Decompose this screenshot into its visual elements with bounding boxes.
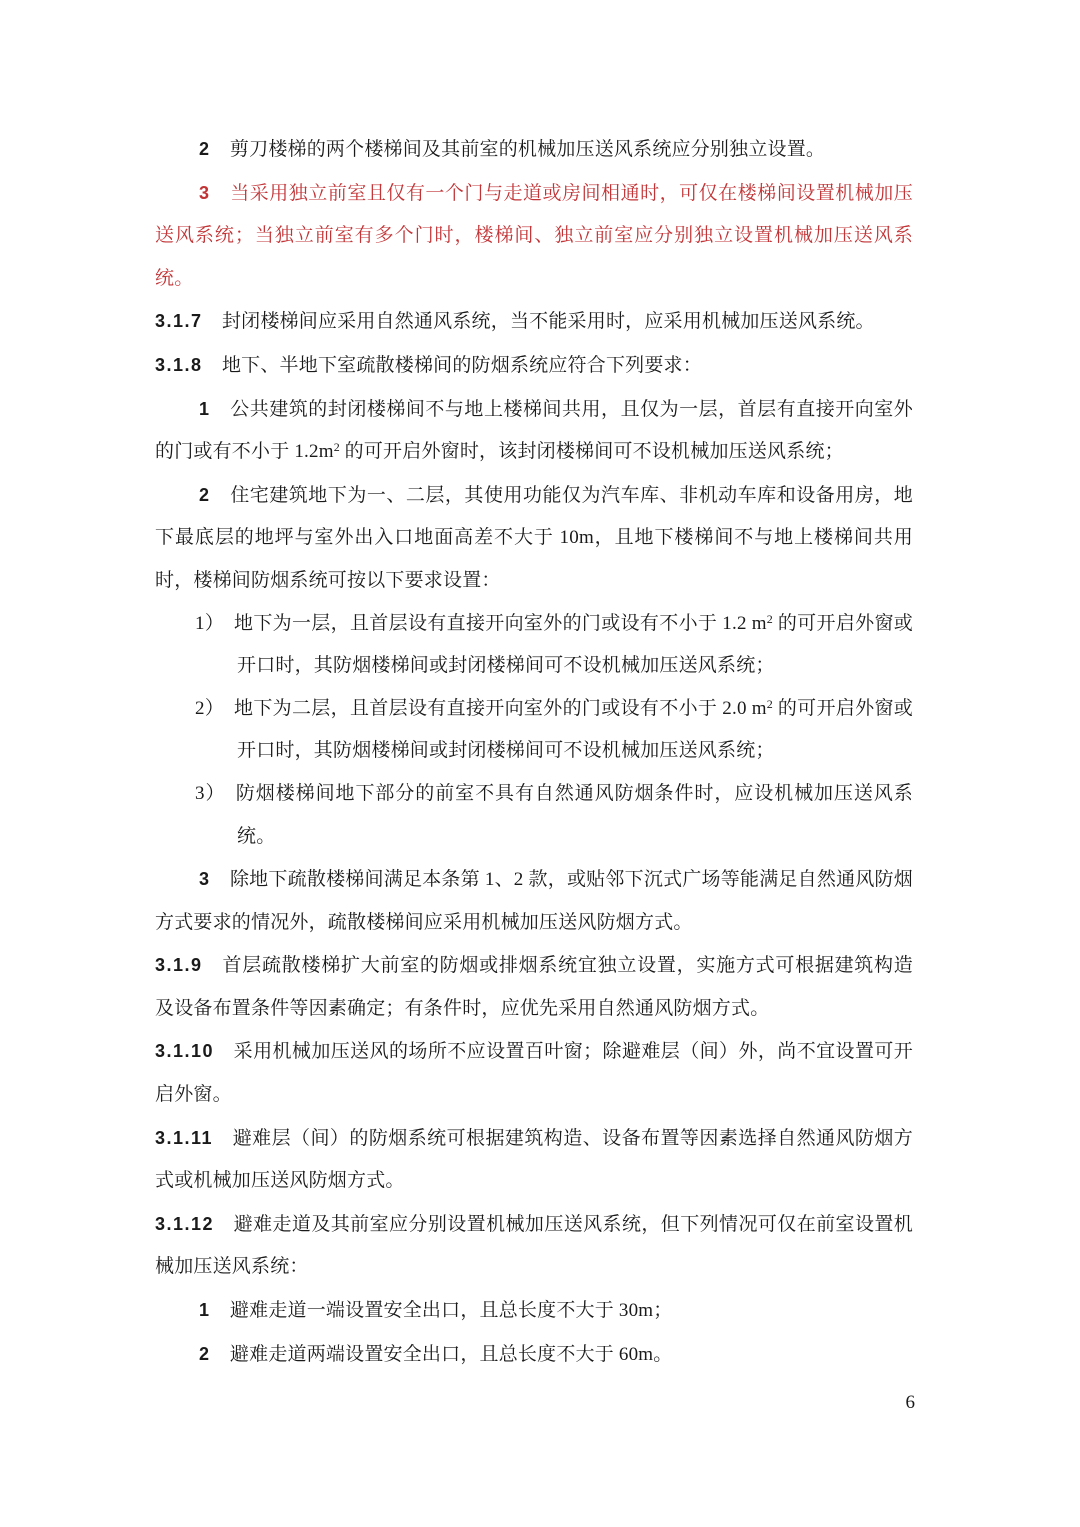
clause-text: 避难走道及其前室应分别设置机械加压送风系统，但下列情况可仅在前室设置机械加压送风系统：	[155, 1213, 913, 1278]
clause-text: 除地下疏散楼梯间满足本条第 1、2 款，或贴邻下沉式广场等能满足自然通风防烟方式要求的情况外，疏散楼梯间应采用机械加压送风防烟方式。	[155, 869, 913, 933]
clause-text: 地下、半地下室疏散楼梯间的防烟系统应符合下列要求：	[202, 354, 702, 376]
paragraph-7	[155, 603, 913, 688]
paragraph-14	[155, 1203, 913, 1289]
paragraph-6	[155, 474, 913, 603]
paragraph-8	[155, 688, 913, 773]
clause-text: 2） 地下为二层，且首层设有直接开向室外的门或设有不小于 2.0 m	[195, 697, 767, 719]
clause-text: 住宅建筑地下为一、二层，其使用功能仅为汽车库、非机动车库和设备用房，地下最底层的地坪与室外出入口地面高差不大于 10m，且地下楼梯间不与地上楼梯间共用时，楼梯间防烟系统可按以下要求设置：	[155, 484, 913, 591]
clause-text: 采用机械加压送风的场所不应设置百叶窗；除避难层（间）外，尚不宜设置可开启外窗。	[155, 1041, 913, 1106]
paragraph-3	[155, 300, 913, 344]
paragraph-15	[155, 1289, 913, 1333]
paragraph-11	[155, 944, 913, 1030]
clause-text: 避难走道两端设置安全出口，且总长度不大于 60m。	[210, 1343, 673, 1365]
superscript: 2	[766, 611, 773, 626]
clause-number: 1	[199, 1300, 211, 1321]
clause-text: 公共建筑的封闭楼梯间不与地上楼梯间共用，且仅为一层，首层有直接开向室外的门或有不小于 1.2m	[155, 398, 913, 463]
clause-text: 的可开启外窗或开口时，其防烟楼梯间或封闭楼梯间可不设机械加压送风系统；	[237, 612, 913, 677]
clause-number: 3.1.9	[155, 955, 203, 976]
paragraph-2	[155, 172, 913, 301]
clause-number: 1	[199, 398, 211, 419]
paragraph-12	[155, 1030, 913, 1116]
page-number: 6	[905, 1392, 915, 1413]
clause-number: 2	[199, 1343, 211, 1364]
clause-text: 当采用独立前室且仅有一个门与走道或房间相通时，可仅在楼梯间设置机械加压送风系统；当独立前室有多个门时，楼梯间、独立前室应分别独立设置机械加压送风系统。	[155, 182, 913, 289]
clause-text: 避难层（间）的防烟系统可根据建筑构造、设备布置等因素选择自然通风防烟方式或机械加压送风防烟方式。	[155, 1127, 913, 1192]
superscript: 2	[333, 440, 340, 455]
clause-number: 3	[199, 182, 211, 203]
clause-number: 2	[199, 139, 211, 159]
clause-text: 避难走道一端设置安全出口，且总长度不大于 30m；	[210, 1300, 673, 1322]
clause-number: 3.1.12	[155, 1213, 215, 1234]
clause-text: 剪刀楼梯的两个楼梯间及其前室的机械加压送风系统应分别独立设置。	[210, 139, 826, 160]
clause-text: 的可开启外窗或开口时，其防烟楼梯间或封闭楼梯间可不设机械加压送风系统；	[237, 697, 913, 762]
paragraph-1	[155, 128, 913, 172]
clause-number: 3.1.10	[155, 1041, 215, 1062]
superscript: 2	[766, 696, 773, 711]
paragraph-10	[155, 858, 913, 944]
clause-text: 1） 地下为一层，且首层设有直接开向室外的门或设有不小于 1.2 m	[195, 612, 767, 634]
clause-text: 封闭楼梯间应采用自然通风系统，当不能采用时，应采用机械加压送风系统。	[202, 311, 875, 333]
paragraph-9	[155, 773, 913, 858]
clause-text: 3） 防烟楼梯间地下部分的前室不具有自然通风防烟条件时，应设机械加压送风系统。	[195, 782, 913, 847]
clause-number: 3.1.11	[155, 1127, 214, 1148]
clause-number: 3.1.8	[155, 354, 203, 375]
paragraph-16	[155, 1333, 913, 1377]
clause-text: 的可开启外窗时，该封闭楼梯间可不设机械加压送风系统；	[339, 441, 844, 463]
paragraph-4	[155, 344, 913, 388]
paragraph-13	[155, 1117, 913, 1203]
clause-number: 2	[199, 484, 211, 505]
paragraph-5	[155, 388, 913, 474]
clause-number: 3	[199, 869, 211, 890]
clause-number: 3.1.7	[155, 311, 203, 332]
document-body	[155, 128, 913, 1376]
clause-text: 首层疏散楼梯扩大前室的防烟或排烟系统宜独立设置，实施方式可根据建筑构造及设备布置条件等因素确定；有条件时，应优先采用自然通风防烟方式。	[155, 955, 913, 1019]
